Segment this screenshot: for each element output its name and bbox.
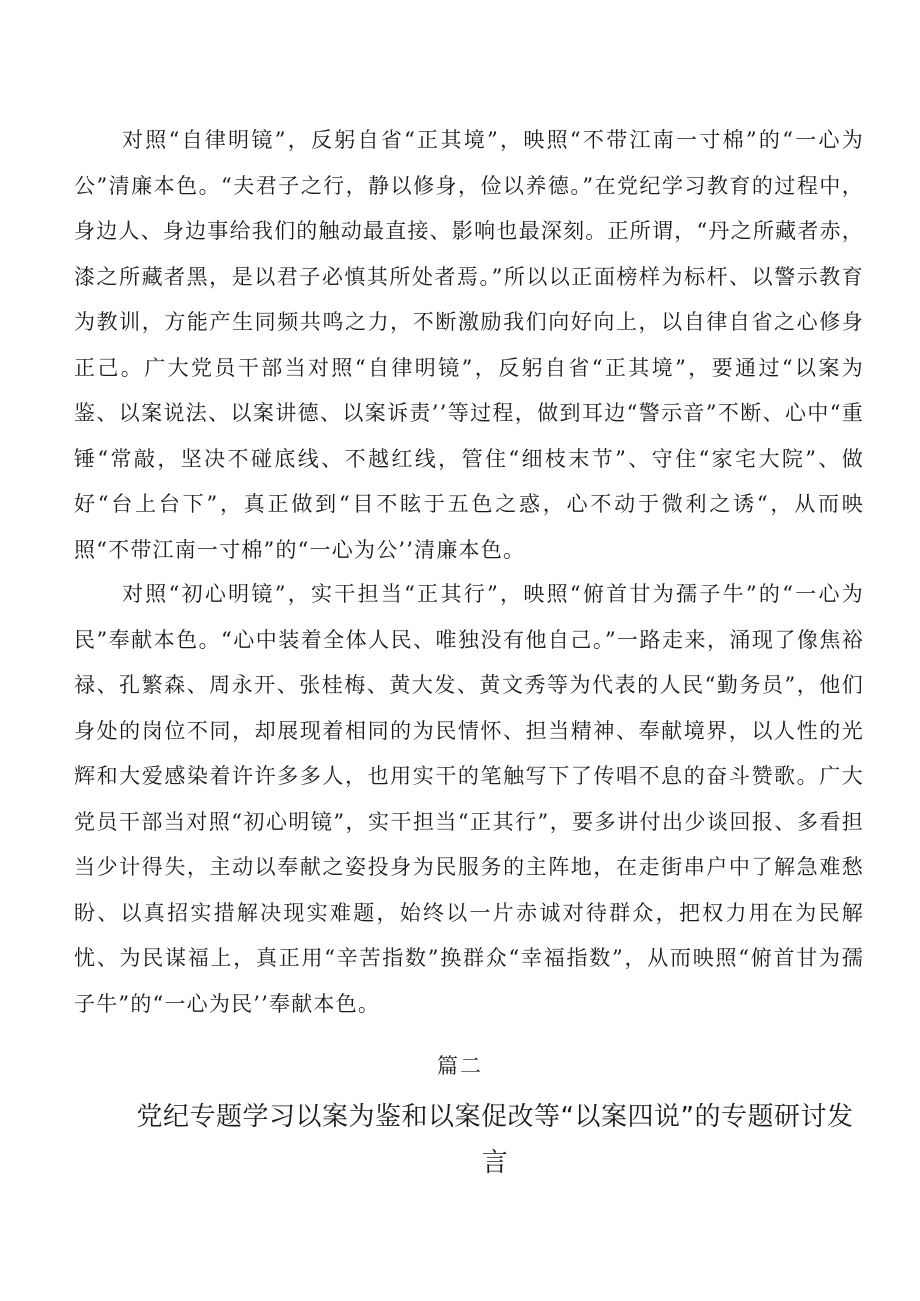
- document-title: 党纪专题学习以案为鉴和以案促改等“以案四说”的专题研讨发言: [136, 1102, 854, 1178]
- section-label: 篇二: [437, 1054, 483, 1078]
- body-paragraph-1: 对照“自律明镜”，反躬自省“正其境”，映照“不带江南一寸棉”的“一心为公”清廉本色。“夫君子之行，静以修身，俭以养德。”在党纪学习教育的过程中，身边人、身边事给我们的触动最直接、影响也最深刻。正所谓，“丹之所藏者赤，漆之所藏者黑，是以君子必慎其所处者焉。”所以以正面榜样为标杆、以警示教育为教训，方能产生同频共鸣之力，不断激励我们向好向上，以自律自省之心修身正己。广大党员干部当对照“自律明镜”，反躬自省“正其境”，要通过“以案为鉴、以案说法、以案讲德、以案诉责’’等过程，做到耳边“警示音”不断、心中“重锤“常敲，坚决不碰底线、不越红线，管住“细枝末节”、守住“家宅大院”、做好“台上台下”，真正做到“目不眩于五色之惑，心不动于微利之诱“，从而映照“不带江南一寸棉”的“一心为公’’清廉本色。: [74, 128, 864, 562]
- body-paragraph-2: 对照“初心明镜”，实干担当“正其行”，映照“俯首甘为孺子牛”的“一心为民”奉献本色。“心中装着全体人民、唯独没有他自己。”一路走来，涌现了像焦裕禄、孔繁森、周永开、张桂梅、黄大发、黄文秀等为代表的人民“勤务员”，他们身处的岗位不同，却展现着相同的为民情怀、担当精神、奉献境界，以人性的光辉和大爱感染着许许多多人，也用实干的笔触写下了传唱不息的奋斗赞歌。广大党员干部当对照“初心明镜”，实干担当“正其行”，要多讲付出少谈回报、多看担当少计得失，主动以奉献之姿投身为民服务的主阵地，在走街串户中了解急难愁盼、以真招实措解决现实难题，始终以一片赤诚对待群众，把权力用在为民解忧、为民谋福上，真正用“辛苦指数”换群众“幸福指数”，从而映照“俯首甘为孺子牛”的“一心为民’’奉献本色。: [74, 582, 864, 1016]
